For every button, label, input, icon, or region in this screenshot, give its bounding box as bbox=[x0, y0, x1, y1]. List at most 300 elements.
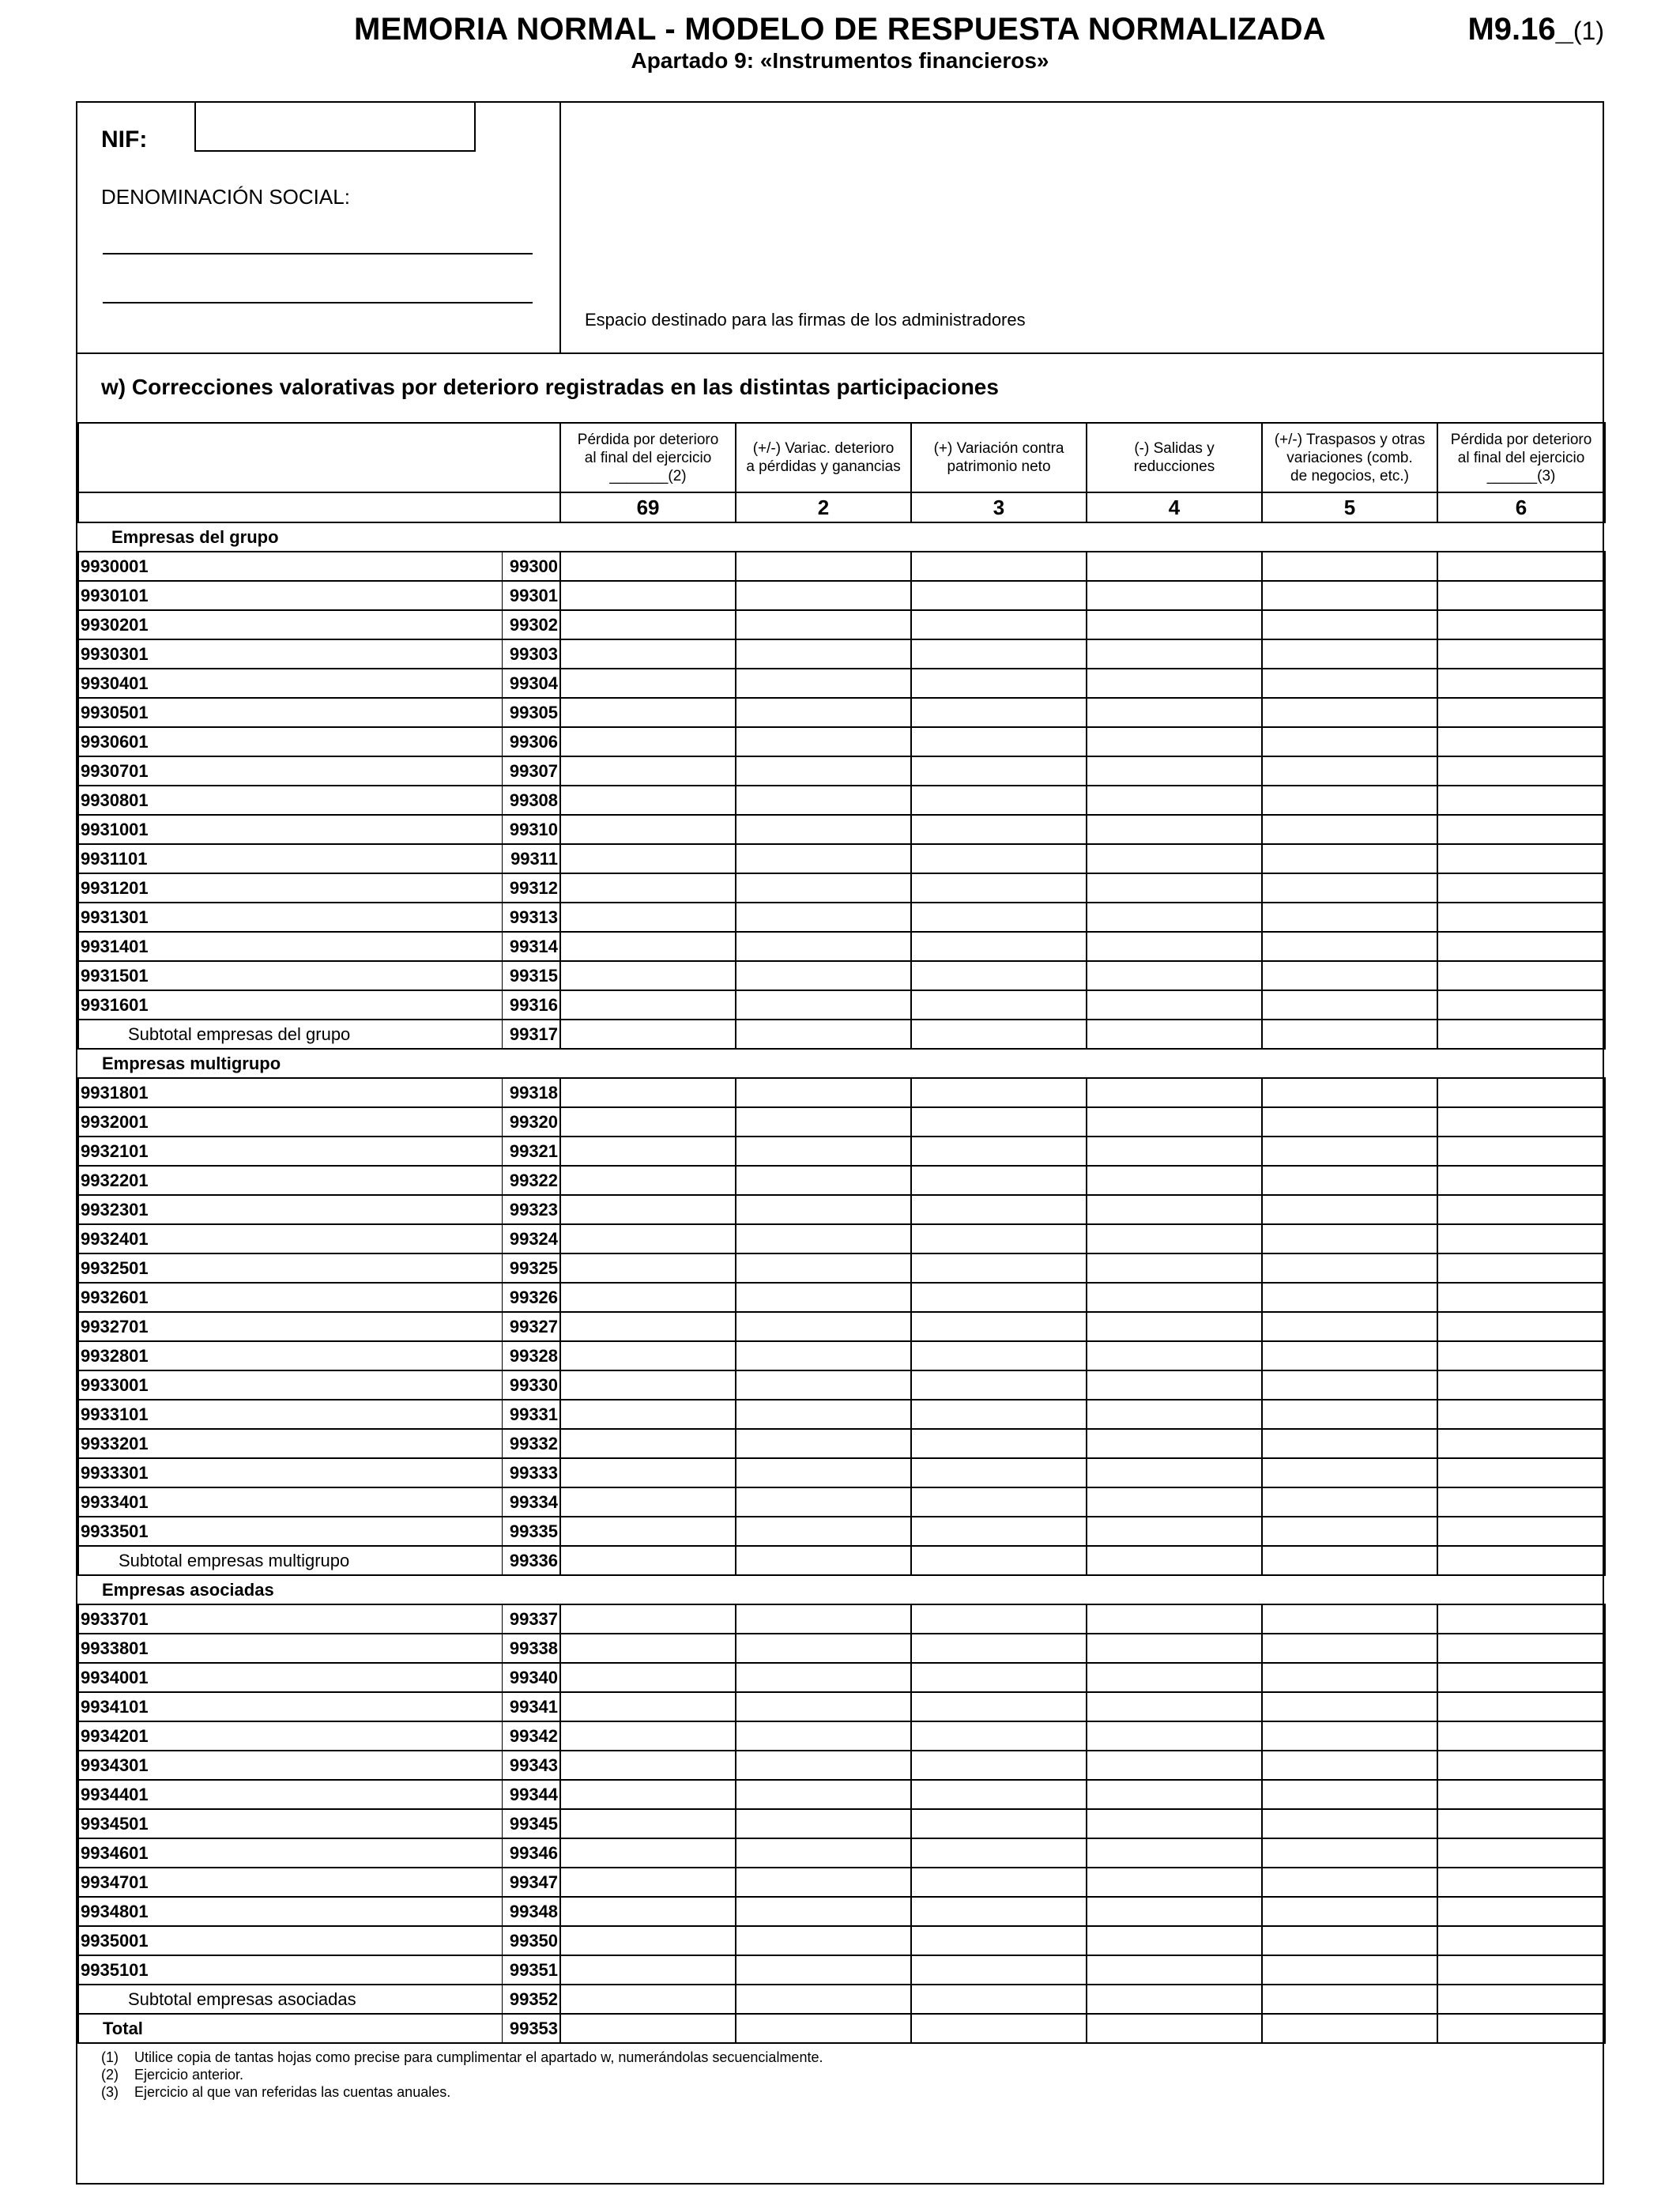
value-input-col-4[interactable] bbox=[1087, 698, 1262, 727]
value-input-col-2[interactable] bbox=[736, 639, 911, 669]
company-name-input[interactable] bbox=[162, 1897, 502, 1926]
company-name-input[interactable] bbox=[162, 1400, 502, 1429]
value-input-col-5[interactable] bbox=[1262, 1224, 1437, 1253]
value-input-col-6[interactable] bbox=[1437, 1721, 1605, 1751]
value-input-col-69[interactable] bbox=[560, 2014, 736, 2043]
value-input-col-6[interactable] bbox=[1437, 1487, 1605, 1517]
value-input-col-2[interactable] bbox=[736, 786, 911, 815]
value-input-col-5[interactable] bbox=[1262, 1195, 1437, 1224]
value-input-col-69[interactable] bbox=[560, 1721, 736, 1751]
value-input-col-2[interactable] bbox=[736, 1166, 911, 1195]
value-input-col-2[interactable] bbox=[736, 1721, 911, 1751]
value-input-col-6[interactable] bbox=[1437, 1985, 1605, 2014]
value-input-col-4[interactable] bbox=[1087, 756, 1262, 786]
value-input-col-3[interactable] bbox=[911, 1692, 1087, 1721]
value-input-col-2[interactable] bbox=[736, 1546, 911, 1575]
value-input-col-2[interactable] bbox=[736, 1663, 911, 1692]
company-name-input[interactable] bbox=[162, 581, 502, 610]
value-input-col-5[interactable] bbox=[1262, 1868, 1437, 1897]
value-input-col-6[interactable] bbox=[1437, 1838, 1605, 1868]
value-input-col-4[interactable] bbox=[1087, 1195, 1262, 1224]
value-input-col-4[interactable] bbox=[1087, 1838, 1262, 1868]
value-input-col-3[interactable] bbox=[911, 1604, 1087, 1634]
value-input-col-69[interactable] bbox=[560, 1663, 736, 1692]
company-name-input[interactable] bbox=[162, 1312, 502, 1341]
value-input-col-2[interactable] bbox=[736, 1487, 911, 1517]
company-name-input[interactable] bbox=[162, 1429, 502, 1458]
value-input-col-69[interactable] bbox=[560, 1838, 736, 1868]
value-input-col-6[interactable] bbox=[1437, 1224, 1605, 1253]
value-input-col-5[interactable] bbox=[1262, 1078, 1437, 1107]
value-input-col-4[interactable] bbox=[1087, 610, 1262, 639]
value-input-col-5[interactable] bbox=[1262, 581, 1437, 610]
value-input-col-69[interactable] bbox=[560, 1224, 736, 1253]
value-input-col-3[interactable] bbox=[911, 1400, 1087, 1429]
value-input-col-69[interactable] bbox=[560, 961, 736, 990]
value-input-col-6[interactable] bbox=[1437, 1370, 1605, 1400]
value-input-col-5[interactable] bbox=[1262, 961, 1437, 990]
value-input-col-3[interactable] bbox=[911, 1721, 1087, 1751]
value-input-col-2[interactable] bbox=[736, 1897, 911, 1926]
value-input-col-3[interactable] bbox=[911, 873, 1087, 903]
value-input-col-4[interactable] bbox=[1087, 1868, 1262, 1897]
value-input-col-69[interactable] bbox=[560, 639, 736, 669]
value-input-col-69[interactable] bbox=[560, 610, 736, 639]
company-name-input[interactable] bbox=[162, 1370, 502, 1400]
value-input-col-5[interactable] bbox=[1262, 1663, 1437, 1692]
value-input-col-3[interactable] bbox=[911, 1341, 1087, 1370]
value-input-col-3[interactable] bbox=[911, 756, 1087, 786]
value-input-col-5[interactable] bbox=[1262, 1634, 1437, 1663]
value-input-col-69[interactable] bbox=[560, 1692, 736, 1721]
value-input-col-6[interactable] bbox=[1437, 873, 1605, 903]
company-name-input[interactable] bbox=[162, 1283, 502, 1312]
value-input-col-2[interactable] bbox=[736, 1429, 911, 1458]
value-input-col-5[interactable] bbox=[1262, 1955, 1437, 1985]
company-name-input[interactable] bbox=[162, 1868, 502, 1897]
value-input-col-6[interactable] bbox=[1437, 1546, 1605, 1575]
value-input-col-5[interactable] bbox=[1262, 1312, 1437, 1341]
value-input-col-3[interactable] bbox=[911, 1283, 1087, 1312]
value-input-col-4[interactable] bbox=[1087, 815, 1262, 844]
value-input-col-4[interactable] bbox=[1087, 1809, 1262, 1838]
denomination-field-line-2[interactable] bbox=[103, 302, 533, 303]
company-name-input[interactable] bbox=[162, 1692, 502, 1721]
company-name-input[interactable] bbox=[162, 1137, 502, 1166]
value-input-col-3[interactable] bbox=[911, 1487, 1087, 1517]
value-input-col-3[interactable] bbox=[911, 1751, 1087, 1780]
value-input-col-69[interactable] bbox=[560, 581, 736, 610]
value-input-col-5[interactable] bbox=[1262, 1751, 1437, 1780]
company-name-input[interactable] bbox=[162, 1634, 502, 1663]
value-input-col-5[interactable] bbox=[1262, 990, 1437, 1020]
value-input-col-4[interactable] bbox=[1087, 1078, 1262, 1107]
value-input-col-4[interactable] bbox=[1087, 669, 1262, 698]
value-input-col-4[interactable] bbox=[1087, 786, 1262, 815]
value-input-col-3[interactable] bbox=[911, 1926, 1087, 1955]
value-input-col-3[interactable] bbox=[911, 1838, 1087, 1868]
company-name-input[interactable] bbox=[162, 1721, 502, 1751]
value-input-col-3[interactable] bbox=[911, 932, 1087, 961]
value-input-col-6[interactable] bbox=[1437, 1926, 1605, 1955]
value-input-col-3[interactable] bbox=[911, 1809, 1087, 1838]
value-input-col-2[interactable] bbox=[736, 1634, 911, 1663]
value-input-col-3[interactable] bbox=[911, 990, 1087, 1020]
company-name-input[interactable] bbox=[162, 1107, 502, 1137]
value-input-col-6[interactable] bbox=[1437, 1020, 1605, 1049]
value-input-col-2[interactable] bbox=[736, 1195, 911, 1224]
value-input-col-2[interactable] bbox=[736, 1400, 911, 1429]
company-name-input[interactable] bbox=[162, 1341, 502, 1370]
value-input-col-6[interactable] bbox=[1437, 581, 1605, 610]
value-input-col-4[interactable] bbox=[1087, 1224, 1262, 1253]
value-input-col-5[interactable] bbox=[1262, 1838, 1437, 1868]
nif-input[interactable] bbox=[194, 103, 476, 152]
value-input-col-69[interactable] bbox=[560, 844, 736, 873]
value-input-col-69[interactable] bbox=[560, 1985, 736, 2014]
value-input-col-4[interactable] bbox=[1087, 1692, 1262, 1721]
value-input-col-69[interactable] bbox=[560, 1517, 736, 1546]
value-input-col-5[interactable] bbox=[1262, 873, 1437, 903]
value-input-col-3[interactable] bbox=[911, 1370, 1087, 1400]
value-input-col-69[interactable] bbox=[560, 1751, 736, 1780]
value-input-col-69[interactable] bbox=[560, 1166, 736, 1195]
value-input-col-3[interactable] bbox=[911, 1868, 1087, 1897]
value-input-col-2[interactable] bbox=[736, 1838, 911, 1868]
value-input-col-6[interactable] bbox=[1437, 1868, 1605, 1897]
value-input-col-4[interactable] bbox=[1087, 1517, 1262, 1546]
value-input-col-6[interactable] bbox=[1437, 1663, 1605, 1692]
value-input-col-2[interactable] bbox=[736, 727, 911, 756]
value-input-col-5[interactable] bbox=[1262, 1020, 1437, 1049]
value-input-col-5[interactable] bbox=[1262, 1137, 1437, 1166]
value-input-col-4[interactable] bbox=[1087, 1721, 1262, 1751]
value-input-col-4[interactable] bbox=[1087, 1312, 1262, 1341]
value-input-col-69[interactable] bbox=[560, 1546, 736, 1575]
value-input-col-4[interactable] bbox=[1087, 1546, 1262, 1575]
value-input-col-5[interactable] bbox=[1262, 844, 1437, 873]
value-input-col-5[interactable] bbox=[1262, 815, 1437, 844]
value-input-col-6[interactable] bbox=[1437, 1780, 1605, 1809]
value-input-col-69[interactable] bbox=[560, 727, 736, 756]
value-input-col-4[interactable] bbox=[1087, 1429, 1262, 1458]
value-input-col-2[interactable] bbox=[736, 698, 911, 727]
value-input-col-5[interactable] bbox=[1262, 786, 1437, 815]
value-input-col-4[interactable] bbox=[1087, 1663, 1262, 1692]
value-input-col-2[interactable] bbox=[736, 1692, 911, 1721]
company-name-input[interactable] bbox=[162, 669, 502, 698]
value-input-col-6[interactable] bbox=[1437, 1955, 1605, 1985]
value-input-col-3[interactable] bbox=[911, 610, 1087, 639]
value-input-col-6[interactable] bbox=[1437, 698, 1605, 727]
company-name-input[interactable] bbox=[162, 873, 502, 903]
value-input-col-6[interactable] bbox=[1437, 1253, 1605, 1283]
value-input-col-2[interactable] bbox=[736, 581, 911, 610]
value-input-col-6[interactable] bbox=[1437, 1692, 1605, 1721]
value-input-col-5[interactable] bbox=[1262, 1517, 1437, 1546]
value-input-col-4[interactable] bbox=[1087, 873, 1262, 903]
value-input-col-6[interactable] bbox=[1437, 1809, 1605, 1838]
value-input-col-5[interactable] bbox=[1262, 1400, 1437, 1429]
value-input-col-6[interactable] bbox=[1437, 756, 1605, 786]
value-input-col-6[interactable] bbox=[1437, 1341, 1605, 1370]
company-name-input[interactable] bbox=[162, 844, 502, 873]
company-name-input[interactable] bbox=[162, 1926, 502, 1955]
value-input-col-5[interactable] bbox=[1262, 1253, 1437, 1283]
value-input-col-2[interactable] bbox=[736, 903, 911, 932]
company-name-input[interactable] bbox=[162, 1780, 502, 1809]
value-input-col-69[interactable] bbox=[560, 1780, 736, 1809]
value-input-col-4[interactable] bbox=[1087, 1634, 1262, 1663]
value-input-col-4[interactable] bbox=[1087, 1751, 1262, 1780]
value-input-col-2[interactable] bbox=[736, 844, 911, 873]
company-name-input[interactable] bbox=[162, 1195, 502, 1224]
value-input-col-69[interactable] bbox=[560, 1809, 736, 1838]
value-input-col-69[interactable] bbox=[560, 932, 736, 961]
value-input-col-5[interactable] bbox=[1262, 1985, 1437, 2014]
value-input-col-2[interactable] bbox=[736, 1370, 911, 1400]
value-input-col-4[interactable] bbox=[1087, 903, 1262, 932]
value-input-col-4[interactable] bbox=[1087, 1985, 1262, 2014]
value-input-col-5[interactable] bbox=[1262, 2014, 1437, 2043]
value-input-col-69[interactable] bbox=[560, 1370, 736, 1400]
value-input-col-4[interactable] bbox=[1087, 932, 1262, 961]
value-input-col-3[interactable] bbox=[911, 1137, 1087, 1166]
company-name-input[interactable] bbox=[162, 1663, 502, 1692]
value-input-col-6[interactable] bbox=[1437, 1429, 1605, 1458]
value-input-col-3[interactable] bbox=[911, 1020, 1087, 1049]
value-input-col-69[interactable] bbox=[560, 786, 736, 815]
value-input-col-5[interactable] bbox=[1262, 1780, 1437, 1809]
value-input-col-69[interactable] bbox=[560, 1897, 736, 1926]
value-input-col-6[interactable] bbox=[1437, 639, 1605, 669]
value-input-col-3[interactable] bbox=[911, 1663, 1087, 1692]
value-input-col-2[interactable] bbox=[736, 1341, 911, 1370]
value-input-col-2[interactable] bbox=[736, 1985, 911, 2014]
value-input-col-3[interactable] bbox=[911, 1634, 1087, 1663]
value-input-col-2[interactable] bbox=[736, 1809, 911, 1838]
value-input-col-4[interactable] bbox=[1087, 1137, 1262, 1166]
value-input-col-69[interactable] bbox=[560, 1283, 736, 1312]
value-input-col-5[interactable] bbox=[1262, 1458, 1437, 1487]
value-input-col-3[interactable] bbox=[911, 1985, 1087, 2014]
value-input-col-5[interactable] bbox=[1262, 727, 1437, 756]
company-name-input[interactable] bbox=[162, 727, 502, 756]
value-input-col-5[interactable] bbox=[1262, 1166, 1437, 1195]
value-input-col-4[interactable] bbox=[1087, 1166, 1262, 1195]
value-input-col-3[interactable] bbox=[911, 961, 1087, 990]
value-input-col-6[interactable] bbox=[1437, 903, 1605, 932]
value-input-col-69[interactable] bbox=[560, 990, 736, 1020]
value-input-col-2[interactable] bbox=[736, 1926, 911, 1955]
value-input-col-5[interactable] bbox=[1262, 639, 1437, 669]
value-input-col-5[interactable] bbox=[1262, 1692, 1437, 1721]
value-input-col-5[interactable] bbox=[1262, 1546, 1437, 1575]
value-input-col-5[interactable] bbox=[1262, 756, 1437, 786]
value-input-col-3[interactable] bbox=[911, 552, 1087, 581]
value-input-col-69[interactable] bbox=[560, 698, 736, 727]
company-name-input[interactable] bbox=[162, 1955, 502, 1985]
value-input-col-2[interactable] bbox=[736, 1751, 911, 1780]
company-name-input[interactable] bbox=[162, 698, 502, 727]
company-name-input[interactable] bbox=[162, 1838, 502, 1868]
value-input-col-5[interactable] bbox=[1262, 1926, 1437, 1955]
value-input-col-4[interactable] bbox=[1087, 1926, 1262, 1955]
company-name-input[interactable] bbox=[162, 1751, 502, 1780]
value-input-col-4[interactable] bbox=[1087, 844, 1262, 873]
value-input-col-5[interactable] bbox=[1262, 1429, 1437, 1458]
value-input-col-4[interactable] bbox=[1087, 1341, 1262, 1370]
value-input-col-69[interactable] bbox=[560, 1868, 736, 1897]
company-name-input[interactable] bbox=[162, 1809, 502, 1838]
company-name-input[interactable] bbox=[162, 932, 502, 961]
value-input-col-6[interactable] bbox=[1437, 1517, 1605, 1546]
value-input-col-5[interactable] bbox=[1262, 669, 1437, 698]
value-input-col-69[interactable] bbox=[560, 1400, 736, 1429]
value-input-col-6[interactable] bbox=[1437, 1604, 1605, 1634]
value-input-col-3[interactable] bbox=[911, 1166, 1087, 1195]
value-input-col-4[interactable] bbox=[1087, 1487, 1262, 1517]
company-name-input[interactable] bbox=[162, 815, 502, 844]
value-input-col-6[interactable] bbox=[1437, 1283, 1605, 1312]
value-input-col-3[interactable] bbox=[911, 903, 1087, 932]
value-input-col-3[interactable] bbox=[911, 1458, 1087, 1487]
value-input-col-3[interactable] bbox=[911, 581, 1087, 610]
value-input-col-69[interactable] bbox=[560, 1429, 736, 1458]
value-input-col-2[interactable] bbox=[736, 1458, 911, 1487]
value-input-col-4[interactable] bbox=[1087, 1283, 1262, 1312]
value-input-col-6[interactable] bbox=[1437, 1458, 1605, 1487]
value-input-col-69[interactable] bbox=[560, 1341, 736, 1370]
value-input-col-2[interactable] bbox=[736, 1107, 911, 1137]
value-input-col-4[interactable] bbox=[1087, 961, 1262, 990]
value-input-col-5[interactable] bbox=[1262, 610, 1437, 639]
value-input-col-2[interactable] bbox=[736, 1955, 911, 1985]
value-input-col-6[interactable] bbox=[1437, 1166, 1605, 1195]
value-input-col-5[interactable] bbox=[1262, 1721, 1437, 1751]
value-input-col-2[interactable] bbox=[736, 1020, 911, 1049]
company-name-input[interactable] bbox=[162, 610, 502, 639]
value-input-col-6[interactable] bbox=[1437, 552, 1605, 581]
value-input-col-4[interactable] bbox=[1087, 2014, 1262, 2043]
value-input-col-3[interactable] bbox=[911, 727, 1087, 756]
value-input-col-69[interactable] bbox=[560, 815, 736, 844]
value-input-col-3[interactable] bbox=[911, 1955, 1087, 1985]
value-input-col-5[interactable] bbox=[1262, 1604, 1437, 1634]
value-input-col-2[interactable] bbox=[736, 1253, 911, 1283]
value-input-col-3[interactable] bbox=[911, 669, 1087, 698]
value-input-col-4[interactable] bbox=[1087, 1604, 1262, 1634]
company-name-input[interactable] bbox=[162, 756, 502, 786]
value-input-col-6[interactable] bbox=[1437, 1400, 1605, 1429]
value-input-col-69[interactable] bbox=[560, 1458, 736, 1487]
value-input-col-4[interactable] bbox=[1087, 1020, 1262, 1049]
value-input-col-4[interactable] bbox=[1087, 581, 1262, 610]
company-name-input[interactable] bbox=[162, 786, 502, 815]
company-name-input[interactable] bbox=[162, 961, 502, 990]
company-name-input[interactable] bbox=[162, 1517, 502, 1546]
value-input-col-6[interactable] bbox=[1437, 786, 1605, 815]
value-input-col-5[interactable] bbox=[1262, 932, 1437, 961]
value-input-col-6[interactable] bbox=[1437, 1078, 1605, 1107]
value-input-col-6[interactable] bbox=[1437, 815, 1605, 844]
value-input-col-3[interactable] bbox=[911, 1517, 1087, 1546]
value-input-col-6[interactable] bbox=[1437, 610, 1605, 639]
value-input-col-69[interactable] bbox=[560, 552, 736, 581]
value-input-col-4[interactable] bbox=[1087, 552, 1262, 581]
value-input-col-6[interactable] bbox=[1437, 1634, 1605, 1663]
value-input-col-69[interactable] bbox=[560, 1312, 736, 1341]
value-input-col-6[interactable] bbox=[1437, 1195, 1605, 1224]
value-input-col-4[interactable] bbox=[1087, 1955, 1262, 1985]
value-input-col-2[interactable] bbox=[736, 1078, 911, 1107]
value-input-col-4[interactable] bbox=[1087, 1107, 1262, 1137]
value-input-col-3[interactable] bbox=[911, 786, 1087, 815]
value-input-col-5[interactable] bbox=[1262, 1370, 1437, 1400]
value-input-col-4[interactable] bbox=[1087, 727, 1262, 756]
value-input-col-2[interactable] bbox=[736, 610, 911, 639]
value-input-col-6[interactable] bbox=[1437, 990, 1605, 1020]
company-name-input[interactable] bbox=[162, 1253, 502, 1283]
value-input-col-69[interactable] bbox=[560, 1604, 736, 1634]
value-input-col-6[interactable] bbox=[1437, 1897, 1605, 1926]
value-input-col-2[interactable] bbox=[736, 2014, 911, 2043]
value-input-col-4[interactable] bbox=[1087, 990, 1262, 1020]
value-input-col-2[interactable] bbox=[736, 1224, 911, 1253]
value-input-col-69[interactable] bbox=[560, 756, 736, 786]
value-input-col-2[interactable] bbox=[736, 756, 911, 786]
value-input-col-69[interactable] bbox=[560, 1634, 736, 1663]
value-input-col-69[interactable] bbox=[560, 1107, 736, 1137]
value-input-col-6[interactable] bbox=[1437, 1751, 1605, 1780]
value-input-col-3[interactable] bbox=[911, 1253, 1087, 1283]
value-input-col-3[interactable] bbox=[911, 1107, 1087, 1137]
value-input-col-69[interactable] bbox=[560, 1926, 736, 1955]
value-input-col-6[interactable] bbox=[1437, 669, 1605, 698]
value-input-col-6[interactable] bbox=[1437, 1107, 1605, 1137]
value-input-col-5[interactable] bbox=[1262, 552, 1437, 581]
value-input-col-6[interactable] bbox=[1437, 961, 1605, 990]
company-name-input[interactable] bbox=[162, 990, 502, 1020]
value-input-col-3[interactable] bbox=[911, 844, 1087, 873]
company-name-input[interactable] bbox=[162, 1458, 502, 1487]
value-input-col-3[interactable] bbox=[911, 1195, 1087, 1224]
value-input-col-5[interactable] bbox=[1262, 1487, 1437, 1517]
value-input-col-3[interactable] bbox=[911, 1546, 1087, 1575]
value-input-col-4[interactable] bbox=[1087, 1458, 1262, 1487]
value-input-col-2[interactable] bbox=[736, 1604, 911, 1634]
value-input-col-2[interactable] bbox=[736, 1283, 911, 1312]
value-input-col-3[interactable] bbox=[911, 815, 1087, 844]
value-input-col-5[interactable] bbox=[1262, 1283, 1437, 1312]
value-input-col-69[interactable] bbox=[560, 1078, 736, 1107]
value-input-col-5[interactable] bbox=[1262, 1897, 1437, 1926]
value-input-col-2[interactable] bbox=[736, 873, 911, 903]
value-input-col-4[interactable] bbox=[1087, 1400, 1262, 1429]
value-input-col-5[interactable] bbox=[1262, 903, 1437, 932]
value-input-col-3[interactable] bbox=[911, 1312, 1087, 1341]
denomination-field-line-1[interactable] bbox=[103, 253, 533, 254]
value-input-col-5[interactable] bbox=[1262, 1809, 1437, 1838]
value-input-col-2[interactable] bbox=[736, 1868, 911, 1897]
value-input-col-3[interactable] bbox=[911, 639, 1087, 669]
company-name-input[interactable] bbox=[162, 1166, 502, 1195]
value-input-col-2[interactable] bbox=[736, 1137, 911, 1166]
value-input-col-69[interactable] bbox=[560, 1253, 736, 1283]
value-input-col-69[interactable] bbox=[560, 873, 736, 903]
value-input-col-2[interactable] bbox=[736, 961, 911, 990]
value-input-col-4[interactable] bbox=[1087, 1897, 1262, 1926]
